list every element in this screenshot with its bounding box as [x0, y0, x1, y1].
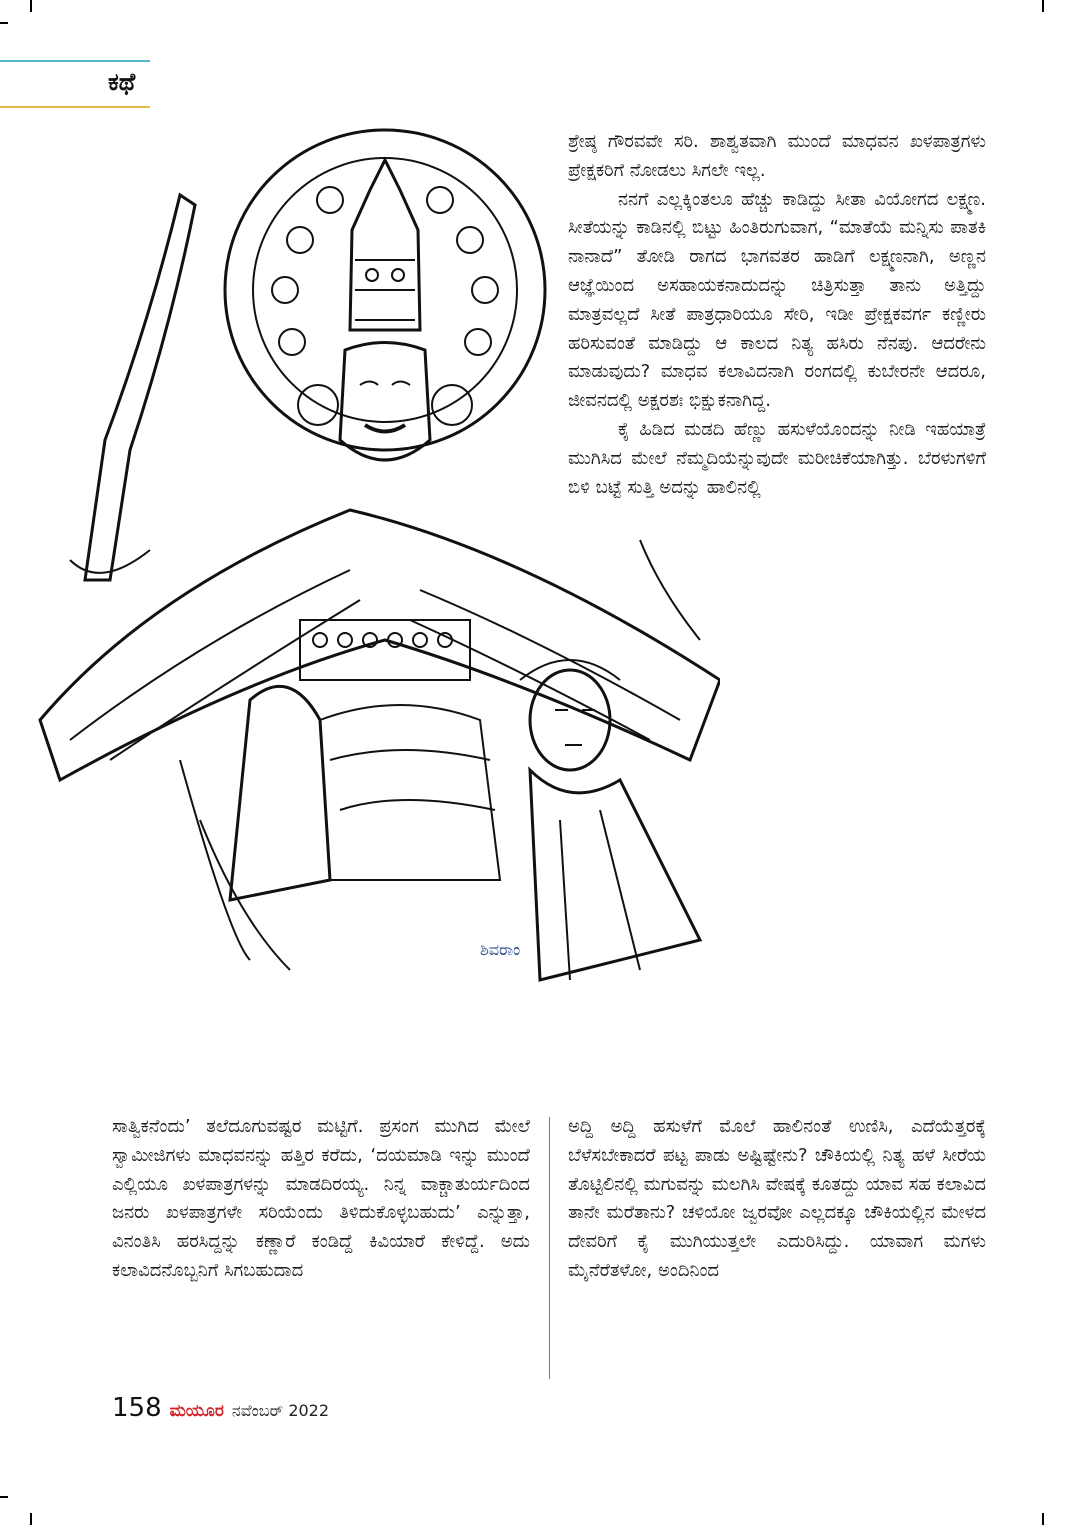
halo-bead [279, 329, 305, 355]
artist-signature: ಶಿವರಾಂ [480, 940, 521, 959]
paragraph: ಅದ್ದಿ ಅದ್ದಿ ಹಸುಳೆಗೆ ಮೊಲೆ ಹಾಲಿನಂತೆ ಉಣಿಸಿ, ಎದೆಯೆತ್ತರಕ್ಕೆ ಬೆಳೆಸಬೇಕಾದರೆ ಪಟ್ಟ ಪಾಡು ಅಷ್ಟಿಷ್ಟೇನು? ಚೌಕಿಯಲ್ಲಿ ನಿತ್ಯ ಹಳೆ ಸೀರೆಯ ತೊಟ್ಟಿಲಿನಲ್ಲಿ ಮಗುವನ್ನು ಮಲಗಿಸಿ ವೇಷಕ್ಕೆ ಕೂತದ್ದು ಯಾವ ಸಹ ಕಲಾವಿದ ತಾನೇ ಮರೆತಾನು? ಚಳಿಯೋ ಜ್ವರವೋ ಎಲ್ಲದಕ್ಕೂ ಚೌಕಿಯಲ್ಲಿನ ಮೇಳದ ದೇವರಿಗೆ ಕೈ ಮುಗಿಯುತ್ತಲೇ ಎದುರಿಸಿದ್ದು. ಯಾವಾಗ ಮಗಳು ಮೈನೆರೆತಳೋ, ಅಂದಿನಿಂದ [568, 1116, 986, 1281]
crop-mark [0, 1496, 8, 1498]
crop-mark [30, 1513, 32, 1525]
page-number: 158 [112, 1393, 162, 1423]
halo-bead [465, 329, 491, 355]
halo-bead [472, 277, 498, 303]
sword [85, 195, 195, 580]
figure-right-body [530, 770, 700, 980]
crop-mark [0, 22, 8, 24]
section-label: ಕಥೆ [108, 68, 136, 96]
page-footer [112, 1393, 329, 1429]
face [340, 343, 430, 461]
crop-mark [1042, 0, 1044, 12]
figure-left [230, 686, 330, 900]
crown [350, 160, 420, 330]
paragraph: ಕೈ ಹಿಡಿದ ಮಡದಿ ಹೆಣ್ಣು ಹಸುಳೆಯೊಂದನ್ನು ನೀಡಿ ಇಹಯಾತ್ರೆ ಮುಗಿಸಿದ ಮೇಲೆ ನೆಮ್ಮದಿಯೆನ್ನುವುದೇ ಮರೀಚಿಕೆಯಾಗಿತ್ತು. ಬೆರಳುಗಳಿಗೆ ಬಿಳಿ ಬಟ್ಟೆ ಸುತ್ತಿ ಅದನ್ನು ಹಾಲಿನಲ್ಲಿ [568, 418, 986, 498]
article-column-right-bottom [568, 1113, 986, 1286]
paragraph: ಸಾತ್ವಿಕನೆಂದು’ ತಲೆದೂಗುವಷ್ಟರ ಮಟ್ಟಿಗೆ. ಪ್ರಸಂಗ ಮುಗಿದ ಮೇಲೆ ಸ್ವಾಮೀಜಿಗಳು ಮಾಧವನನ್ನು ಹತ್ತಿರ ಕರೆದು, ‘ದಯಮಾಡಿ ಇನ್ನು ಮುಂದೆ ಎಲ್ಲಿಯೂ ಖಳಪಾತ್ರಗಳನ್ನು ಮಾಡದಿರಯ್ಯ. ನಿನ್ನ ವಾಕ್ಚಾತುರ್ಯದಿಂದ ಜನರು ಖಳಪಾತ್ರಗಳೇ ಸರಿಯೆಂದು ತಿಳಿದುಕೊಳ್ಳಬಹುದು’ ಎನ್ನುತ್ತಾ, ವಿನಂತಿಸಿ ಹರಸಿದ್ದನ್ನು ಕಣ್ಣಾರೆ ಕಂಡಿದ್ದೆ ಕಿವಿಯಾರೆ ಕೇಳಿದ್ದೆ. ಅದು ಕಲಾವಿದನೊಬ್ಬನಿಗೆ ಸಿಗಬಹುದಾದ [112, 1116, 530, 1281]
section-rule-bottom [0, 106, 150, 108]
article-column-right-top [568, 128, 986, 502]
crop-mark [1042, 1513, 1044, 1525]
magazine-logo: ಮಯೂರ [169, 1401, 224, 1421]
section-rule-top [0, 60, 150, 62]
halo-bead [427, 187, 453, 213]
column-divider [549, 1117, 550, 1379]
article-column-left-bottom [112, 1113, 530, 1286]
halo-bead [457, 227, 483, 253]
paragraph: ನನಗೆ ಎಲ್ಲಕ್ಕಿಂತಲೂ ಹೆಚ್ಚು ಕಾಡಿದ್ದು ಸೀತಾ ವಿಯೋಗದ ಲಕ್ಷ್ಮಣ. ಸೀತೆಯನ್ನು ಕಾಡಿನಲ್ಲಿ ಬಿಟ್ಟು ಹಿಂತಿರುಗುವಾಗ, “ಮಾತೆಯೆ ಮನ್ನಿಸು ಪಾತಕಿ ನಾನಾದೆ” ತೋಡಿ ರಾಗದ ಭಾಗವತರ ಹಾಡಿಗೆ ಲಕ್ಷ್ಮಣನಾಗಿ, ಅಣ್ಣನ ಆಜ್ಞೆಯಿಂದ ಅಸಹಾಯಕನಾದುದನ್ನು ಚಿತ್ರಿಸುತ್ತಾ ತಾನು ಅತ್ತಿದ್ದು ಮಾತ್ರವಲ್ಲದೆ ಸೀತೆ ಪಾತ್ರಧಾರಿಯೂ ಸೇರಿ, ಇಡೀ ಪ್ರೇಕ್ಷಕವರ್ಗ ಕಣ್ಣೀರು ಹರಿಸುವಂತೆ ಮಾಡಿದ್ದು ಆ ಕಾಲದ ನಿತ್ಯ ಹಸಿರು ನೆನಪು. ಆದರೇನು ಮಾಡುವುದು? ಮಾಧವ ಕಲಾವಿದನಾಗಿ ರಂಗದಲ್ಲಿ ಕುಬೇರನೇ ಆದರೂ, ಜೀವನದಲ್ಲಿ ಅಕ್ಷರಶಃ ಭಿಕ್ಷುಕನಾಗಿದ್ದ. [568, 188, 986, 412]
halo-bead [317, 187, 343, 213]
halo-bead [287, 227, 313, 253]
crop-mark [30, 0, 32, 12]
halo-bead [272, 277, 298, 303]
issue-date: ನವೆಂಬರ್ 2022 [231, 1401, 330, 1420]
paragraph: ಶ್ರೇಷ್ಠ ಗೌರವವೇ ಸರಿ. ಶಾಶ್ವತವಾಗಿ ಮುಂದೆ ಮಾಧವನ ಖಳಪಾತ್ರಗಳು ಪ್ರೇಕ್ಷಕರಿಗೆ ನೋಡಲು ಸಿಗಲೇ ಇಲ್ಲ. [568, 131, 986, 181]
